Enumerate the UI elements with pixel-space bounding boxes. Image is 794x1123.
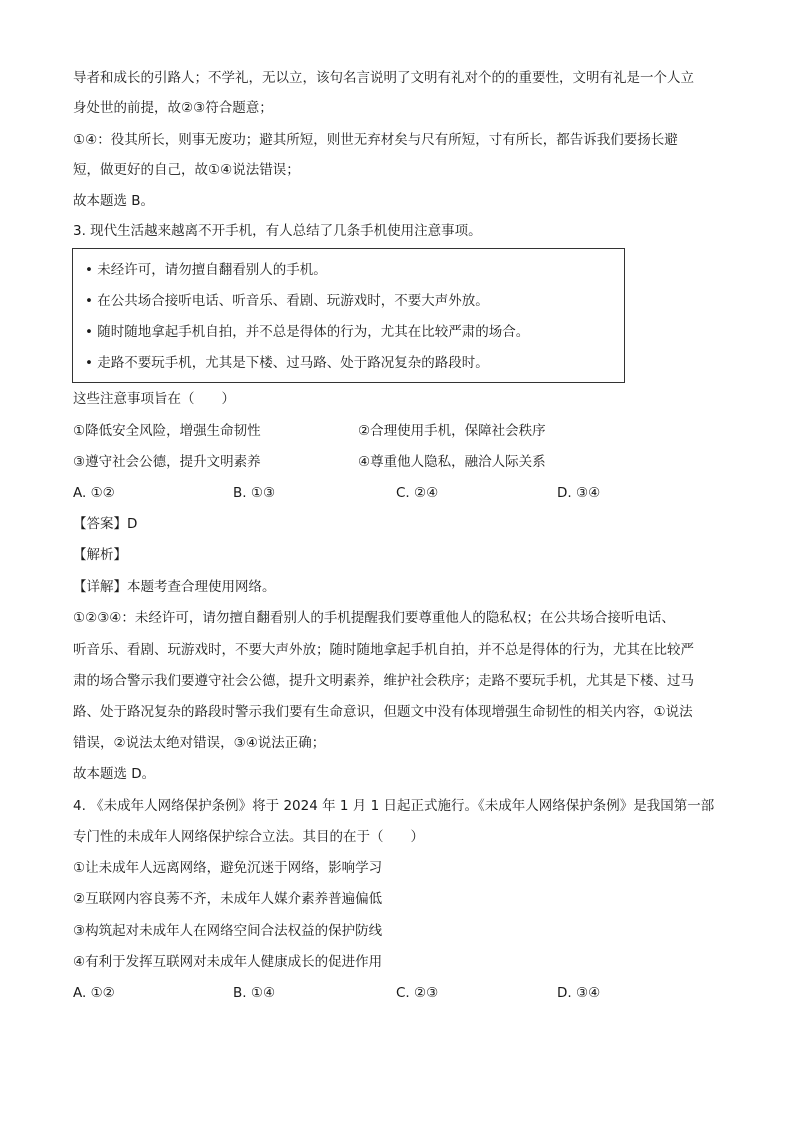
option-3: ③遵守社会公德，提升文明素养	[73, 454, 261, 470]
tip-item: • 走路不要玩手机，尤其是下楼、过马路、处于路况复杂的路段时。	[85, 355, 489, 371]
option-4: ④尊重他人隐私，融洽人际关系	[358, 454, 546, 470]
tips-box	[72, 248, 625, 383]
explanation-line: 听音乐、看剧、玩游戏时，不要大声外放；随时随地拿起手机自拍，并不总是得体的行为，尤其在比较严	[73, 642, 694, 658]
question-4-stem: 专门性的未成年人网络保护综合立法。其目的在于（ ）	[73, 829, 424, 845]
explanation-line: 错误，②说法太绝对错误，③④说法正确；	[73, 735, 326, 751]
question-3-stem: 3. 现代生活越来越离不开手机，有人总结了几条手机使用注意事项。	[73, 223, 482, 239]
conclusion-line: 故本题选 D。	[73, 766, 156, 782]
choice-a: A. ①②	[73, 985, 115, 1001]
explanation-line: 路、处于路况复杂的路段时警示我们要有生命意识，但题文中没有体现增强生命韧性的相关内容，①说法	[73, 704, 693, 720]
option-1: ①让未成年人远离网络，避免沉迷于网络，影响学习	[73, 860, 383, 876]
paragraph-line: 导者和成长的引路人；不学礼，无以立，该句名言说明了文明有礼对个的的重要性，文明有礼是一个人立	[73, 70, 694, 86]
tip-item: • 在公共场合接听电话、听音乐、看剧、玩游戏时，不要大声外放。	[85, 293, 489, 309]
explanation-line: ①②③④：未经许可，请勿擅自翻看别人的手机提醒我们要尊重他人的隐私权；在公共场合接听电话、	[73, 610, 675, 626]
question-3-prompt: 这些注意事项旨在（ ）	[73, 391, 235, 407]
option-3: ③构筑起对未成年人在网络空间合法权益的保护防线	[73, 923, 383, 939]
paragraph-line: ①④：役其所长，则事无废功；避其所短，则世无弃材矣与尺有所短，寸有所长，都告诉我们要扬长避	[73, 132, 678, 148]
explanation-line: 肃的场合警示我们要遵守社会公德，提升文明素养，维护社会秩序；走路不要玩手机，尤其是下楼、过马	[73, 673, 694, 689]
choice-c: C. ②④	[396, 485, 439, 501]
option-1: ①降低安全风险，增强生命韧性	[73, 423, 261, 439]
choice-b: B. ①④	[233, 985, 276, 1001]
analysis-label: 【解析】	[73, 547, 127, 563]
conclusion-line: 故本题选 B。	[73, 193, 155, 209]
choice-b: B. ①③	[233, 485, 276, 501]
answer-line: 【答案】D	[73, 516, 138, 532]
detail-line: 【详解】本题考查合理使用网络。	[73, 579, 276, 595]
choice-a: A. ①②	[73, 485, 115, 501]
option-4: ④有利于发挥互联网对未成年人健康成长的促进作用	[73, 954, 383, 970]
question-4-stem: 4. 《未成年人网络保护条例》将于 2024 年 1 月 1 日起正式施行。《未成年人网络保护条例》是我国第一部	[73, 798, 715, 814]
paragraph-line: 身处世的前提，故②③符合题意；	[73, 100, 273, 116]
choice-d: D. ③④	[557, 485, 601, 501]
option-2: ②合理使用手机，保障社会秩序	[358, 423, 546, 439]
paragraph-line: 短，做更好的自己，故①④说法错误；	[73, 162, 300, 178]
option-2: ②互联网内容良莠不齐，未成年人媒介素养普遍偏低	[73, 891, 383, 907]
choice-d: D. ③④	[557, 985, 601, 1001]
choice-c: C. ②③	[396, 985, 439, 1001]
tip-item: • 未经许可，请勿擅自翻看别人的手机。	[85, 262, 327, 278]
tip-item: • 随时随地拿起手机自拍，并不总是得体的行为，尤其在比较严肃的场合。	[85, 324, 530, 340]
